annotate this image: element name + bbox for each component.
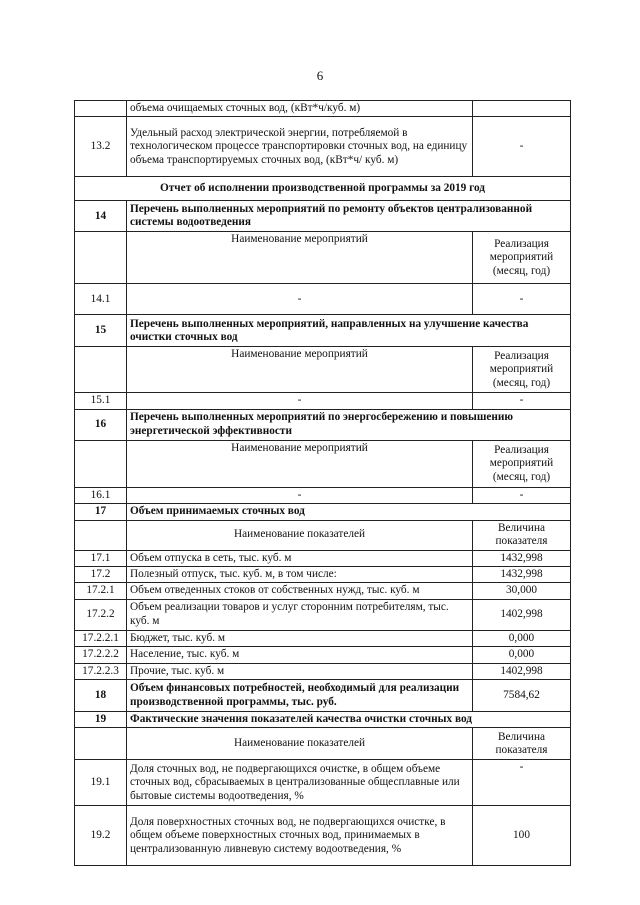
row-number — [75, 101, 127, 117]
section-title: Перечень выполненных мероприятий, направленных на улучшение качества очистки сточных вод — [127, 315, 571, 347]
row-name: Доля поверхностных сточных вод, не подвергающихся очистке, в общем объеме поверхностных сточных вод, принимаемых в централизованную ливневую систему водоотведения, % — [127, 806, 473, 866]
row-value: 0,000 — [473, 647, 571, 663]
row-number: 17.2.2.1 — [75, 630, 127, 646]
row-number: 19.2 — [75, 806, 127, 866]
row-name: Удельный расход электрической энергии, потребляемой в технологическом процессе транспортировки сточных вод, на единицу объема транспортируемых сточных вод, (кВт*ч/ куб. м) — [127, 117, 473, 177]
row-name: Объем отведенных стоков от собственных нужд, тыс. куб. м — [127, 583, 473, 599]
column-header-row — [75, 520, 571, 550]
row-value: 0,000 — [473, 630, 571, 646]
section-title-row — [75, 177, 571, 201]
table-row — [75, 599, 571, 630]
section-row — [75, 504, 571, 520]
row-number: 15.1 — [75, 393, 127, 409]
row-value: - — [473, 487, 571, 503]
column-header-value: Величина показателя — [473, 728, 571, 760]
section-row — [75, 315, 571, 347]
blank-cell — [75, 728, 127, 760]
section-title: Перечень выполненных мероприятий по энергосбережению и повышению энергетической эффективности — [127, 409, 571, 440]
row-number: 17.1 — [75, 550, 127, 566]
column-header-row — [75, 728, 571, 760]
section-row — [75, 680, 571, 712]
column-header-value: Реализация мероприятий (месяц, год) — [473, 440, 571, 487]
section-number: 19 — [75, 712, 127, 728]
row-value: - — [473, 284, 571, 315]
row-name: Объем отпуска в сеть, тыс. куб. м — [127, 550, 473, 566]
table-row — [75, 101, 571, 117]
row-number: 17.2.2.3 — [75, 663, 127, 679]
row-value: - — [473, 393, 571, 409]
column-header-row — [75, 347, 571, 393]
row-value — [473, 101, 571, 117]
row-number: 17.2.1 — [75, 583, 127, 599]
table-row — [75, 487, 571, 503]
row-number: 13.2 — [75, 117, 127, 177]
row-value: 100 — [473, 806, 571, 866]
table-row — [75, 393, 571, 409]
table-row — [75, 117, 571, 177]
column-header-name: Наименование мероприятий — [127, 347, 473, 393]
table-row — [75, 760, 571, 806]
section-title: Объем финансовых потребностей, необходимый для реализации производственной программы, тыс. руб. — [127, 680, 473, 712]
row-name: Доля сточных вод, не подвергающихся очистке, в общем объеме сточных вод, сбрасываемых в централизованные общесплавные или бытовые системы водоотведения, % — [127, 760, 473, 806]
column-header-row — [75, 232, 571, 284]
table-row — [75, 630, 571, 646]
row-number: 17.2.2 — [75, 599, 127, 630]
blank-cell — [75, 347, 127, 393]
column-header-name: Наименование мероприятий — [127, 232, 473, 284]
section-number: 17 — [75, 504, 127, 520]
table-row — [75, 663, 571, 679]
report-title: Отчет об исполнении производственной программы за 2019 год — [75, 177, 571, 201]
section-row — [75, 201, 571, 232]
section-number: 16 — [75, 409, 127, 440]
row-value: - — [473, 760, 571, 806]
table-row — [75, 647, 571, 663]
section-number: 18 — [75, 680, 127, 712]
row-name: Прочие, тыс. куб. м — [127, 663, 473, 679]
report-table — [74, 100, 571, 866]
row-number: 17.2.2.2 — [75, 647, 127, 663]
table-row — [75, 583, 571, 599]
section-title: Объем принимаемых сточных вод — [127, 504, 571, 520]
row-name: Население, тыс. куб. м — [127, 647, 473, 663]
column-header-row — [75, 440, 571, 487]
row-value: 1402,998 — [473, 599, 571, 630]
section-row — [75, 712, 571, 728]
table-row — [75, 284, 571, 315]
table-row — [75, 806, 571, 866]
row-number: 17.2 — [75, 567, 127, 583]
row-value: 1432,998 — [473, 567, 571, 583]
table-row — [75, 567, 571, 583]
section-title: Перечень выполненных мероприятий по ремонту объектов централизованной системы водоотведения — [127, 201, 571, 232]
column-header-value: Реализация мероприятий (месяц, год) — [473, 347, 571, 393]
row-name: Полезный отпуск, тыс. куб. м, в том числе: — [127, 567, 473, 583]
blank-cell — [75, 520, 127, 550]
row-value: 1432,998 — [473, 550, 571, 566]
row-value: 1402,998 — [473, 663, 571, 679]
row-value: - — [473, 117, 571, 177]
page-number: 6 — [316, 68, 324, 83]
blank-cell — [75, 440, 127, 487]
section-title: Фактические значения показателей качества очистки сточных вод — [127, 712, 571, 728]
blank-cell — [75, 232, 127, 284]
column-header-value: Реализация мероприятий (месяц, год) — [473, 232, 571, 284]
table-row — [75, 550, 571, 566]
row-number: 19.1 — [75, 760, 127, 806]
row-value: 7584,62 — [473, 680, 571, 712]
row-name: Бюджет, тыс. куб. м — [127, 630, 473, 646]
column-header-name: Наименование показателей — [127, 728, 473, 760]
row-number: 14.1 — [75, 284, 127, 315]
column-header-name: Наименование показателей — [127, 520, 473, 550]
section-number: 15 — [75, 315, 127, 347]
section-number: 14 — [75, 201, 127, 232]
row-name: Объем реализации товаров и услуг сторонним потребителям, тыс. куб. м — [127, 599, 473, 630]
row-name: - — [127, 393, 473, 409]
row-name: - — [127, 487, 473, 503]
row-name: объема очищаемых сточных вод, (кВт*ч/куб. м) — [127, 101, 473, 117]
row-value: 30,000 — [473, 583, 571, 599]
row-number: 16.1 — [75, 487, 127, 503]
column-header-value: Величина показателя — [473, 520, 571, 550]
column-header-name: Наименование мероприятий — [127, 440, 473, 487]
row-name: - — [127, 284, 473, 315]
section-row — [75, 409, 571, 440]
